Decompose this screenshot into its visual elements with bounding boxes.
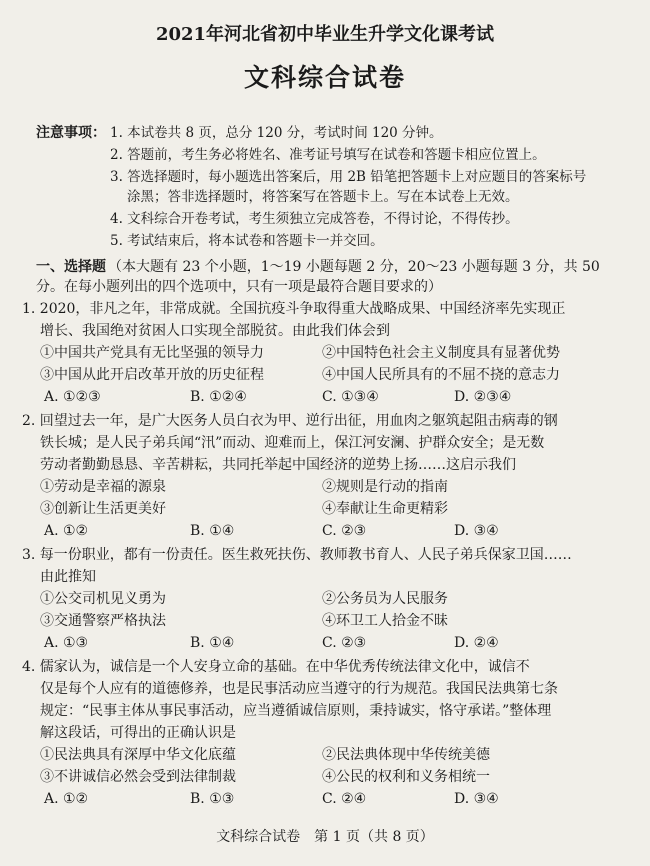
question-3-choice[interactable]: C. ②③: [322, 635, 367, 651]
question-4-choice[interactable]: B. ①③: [190, 791, 235, 807]
question-1-choice[interactable]: D. ②③④: [454, 389, 512, 405]
question-4-choice[interactable]: C. ②④: [322, 791, 367, 807]
question-2-statement: ②规则是行动的指南: [322, 479, 448, 495]
question-2-choice[interactable]: A. ①②: [44, 523, 89, 539]
question-1-choice[interactable]: C. ①③④: [322, 389, 379, 405]
question-1-statement: ②中国特色社会主义制度具有显著优势: [322, 345, 560, 361]
question-2-choice[interactable]: C. ②③: [322, 523, 367, 539]
question-4-statement: ①民法典具有深厚中华文化底蕴: [40, 747, 236, 763]
question-3-choice[interactable]: B. ①④: [190, 635, 235, 651]
question-2-stem: 2. 回望过去一年，是广大医务人员白衣为甲、逆行出征，用血肉之躯筑起阻击病毒的钢: [22, 413, 558, 429]
section-description: 分。在每小题列出的四个选项中，只有一项是最符合题目要求的）: [36, 279, 442, 295]
note-item: 2. 答题前，考生务必将姓名、准考证号填写在试卷和答题卡相应位置上。: [110, 147, 546, 163]
question-4-statement: ②民法典体现中华传统美德: [322, 747, 490, 763]
question-1-statement: ④中国人民所具有的不屈不挠的意志力: [322, 367, 560, 383]
note-item: 1. 本试卷共 8 页，总分 120 分，考试时间 120 分钟。: [110, 125, 443, 141]
question-4-stem: 规定：“民事主体从事民事活动，应当遵循诚信原则，秉持诚实，恪守承诺。”整体理: [40, 703, 552, 719]
question-1-statement: ①中国共产党具有无比坚强的领导力: [40, 345, 264, 361]
question-4-stem: 解这段话，可得出的正确认识是: [40, 725, 236, 741]
section-description: （本大题有 23 个小题，1～19 小题每题 2 分，20～23 小题每题 3 分，共 50: [108, 259, 600, 275]
section-heading: 一、选择题: [36, 259, 106, 275]
question-2-choice[interactable]: D. ③④: [454, 523, 499, 539]
question-4-stem: 4. 儒家认为，诚信是一个人安身立命的基础。在中华优秀传统法律文化中，诚信不: [22, 659, 530, 675]
question-2-statement: ①劳动是幸福的源泉: [40, 479, 166, 495]
note-item: 涂黑；答非选择题时，将答案写在答题卡上。写在本试卷上无效。: [127, 189, 519, 205]
exam-subtitle: 文科综合试卷: [243, 63, 406, 92]
question-4-stem: 仅是每个人应有的道德修养，也是民事活动应当遵守的行为规范。我国民法典第七条: [40, 681, 558, 697]
question-2-stem: 劳动者勤勤恳恳、辛苦耕耘，共同托举起中国经济的逆势上扬……这启示我们: [40, 457, 516, 473]
question-3-statement: ③交通警察严格执法: [40, 613, 166, 629]
notes-label: 注意事项：: [36, 125, 106, 141]
question-1-stem: 增长、我国绝对贫困人口实现全部脱贫。由此我们体会到: [40, 323, 390, 339]
exam-title: 2021年河北省初中毕业生升学文化课考试: [155, 24, 495, 45]
question-2-stem: 铁长城；是人民子弟兵闻“汛”而动、迎难而上，保江河安澜、护群众安全；是无数: [40, 435, 545, 451]
note-item: 4. 文科综合开卷考试，考生须独立完成答卷，不得讨论，不得传抄。: [110, 211, 519, 227]
question-3-choice[interactable]: A. ①③: [44, 635, 89, 651]
note-item: 3. 答选择题时，每小题选出答案后，用 2B 铅笔把答题卡上对应题目的答案标号: [110, 169, 587, 185]
question-1-statement: ③中国从此开启改革开放的历史征程: [40, 367, 264, 383]
question-3-statement: ②公务员为人民服务: [322, 591, 448, 607]
question-3-choice[interactable]: D. ②④: [454, 635, 499, 651]
question-4-statement: ③不讲诚信必然会受到法律制裁: [40, 769, 236, 785]
question-4-statement: ④公民的权利和义务相统一: [322, 769, 490, 785]
question-4-choice[interactable]: A. ①②: [44, 791, 89, 807]
question-1-choice[interactable]: A. ①②③: [44, 389, 101, 405]
question-1-stem: 1. 2020，非凡之年，非常成就。全国抗疫斗争取得重大战略成果、中国经济率先实现正: [22, 301, 566, 317]
question-3-stem: 3. 每一份职业，都有一份责任。医生救死扶伤、教师教书育人、人民子弟兵保家卫国……: [22, 547, 572, 563]
page-footer: 文科综合试卷 第 1 页（共 8 页）: [216, 829, 434, 845]
question-3-stem: 由此推知: [40, 569, 96, 585]
question-3-statement: ④环卫工人拾金不昧: [322, 613, 448, 629]
question-2-statement: ④奉献让生命更精彩: [322, 501, 448, 517]
question-4-choice[interactable]: D. ③④: [454, 791, 499, 807]
note-item: 5. 考试结束后，将本试卷和答题卡一并交回。: [110, 233, 384, 249]
question-1-choice[interactable]: B. ①②④: [190, 389, 247, 405]
question-2-choice[interactable]: B. ①④: [190, 523, 235, 539]
question-2-statement: ③创新让生活更美好: [40, 501, 166, 517]
question-3-statement: ①公交司机见义勇为: [40, 591, 166, 607]
